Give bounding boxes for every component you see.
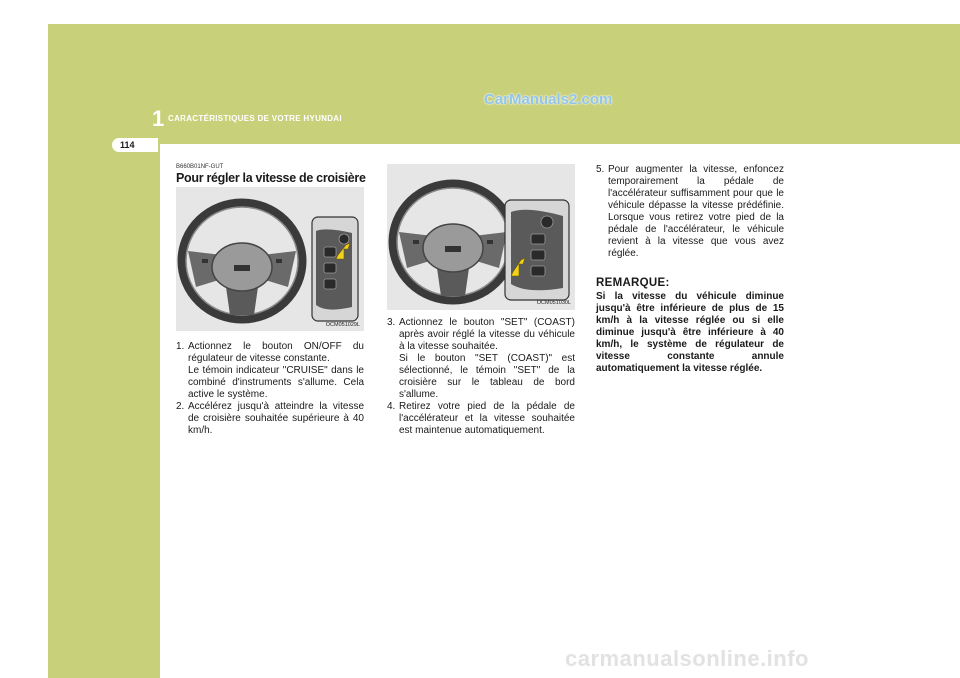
steering-wheel-illustration [176,187,364,331]
steering-wheel-illustration [387,164,575,310]
step-number: 1. [176,341,185,352]
figure-code: OCM051030L [536,300,571,306]
step-text: Le témoin indicateur "CRUISE" dans le combiné d'instruments s'allume. Cela active le système. [188,365,364,400]
step-item [387,317,575,401]
watermark-bottom-link[interactable]: carmanualsonline.info [565,646,809,671]
step-item [176,401,364,437]
step-text: Si le bouton "SET (COAST)" est sélectionné, le témoin "SET" de la croisière sur le tableau de bord s'allume. [399,353,575,400]
step-number: 4. [387,401,396,412]
left-margin-band [48,144,160,678]
step-text: Actionnez le bouton ON/OFF du régulateur de vitesse constante. [188,341,364,364]
instructions-column-3 [596,164,784,260]
section-code: B660B01NF-GUT [176,164,224,170]
chapter-number: 1 [152,106,165,131]
note-title: REMARQUE: [596,277,670,289]
step-number: 2. [176,401,185,412]
section-title: Pour régler la vitesse de croisière [176,171,366,185]
note-body: Si la vitesse du véhicule diminue jusqu'à être inférieure de plus de 15 km/h à la vitesse réglée ou si elle diminue jusqu'à être inférieure à 40 km/h, le système de régulateur de vitesse constante annule automatiquement la vitesse réglée. [596,291,784,374]
steering-wheel-figure-2 [387,164,575,310]
figure-code: OCM051029L [325,322,360,328]
instructions-column-1 [176,341,364,437]
step-item [387,401,575,437]
step-number: 5. [596,164,605,175]
chapter-title: CARACTÉRISTIQUES DE VOTRE HYUNDAI [168,114,342,123]
step-text: Pour augmenter la vitesse, enfoncez temporairement la pédale de l'accélérateur suffisamment pour que le véhicule dépasse la vitesse prédéfinie. Lorsque vous retirez votre pied de la pédale de l'accélérateur, le véhicule revient à la vitesse que vous avez réglée. [608,164,784,259]
step-number: 3. [387,317,396,328]
instructions-column-2 [387,317,575,437]
page-number: 114 [112,138,158,152]
step-text: Retirez votre pied de la pédale de l'accélérateur et la vitesse souhaitée est maintenue automatiquement. [399,401,575,436]
header-band [48,24,960,144]
step-item [596,164,784,260]
step-item [176,341,364,401]
step-text: Accélérez jusqu'à atteindre la vitesse de croisière souhaitée supérieure à 40 km/h. [188,401,364,436]
steering-wheel-figure-1 [176,187,364,331]
step-text: Actionnez le bouton "SET" (COAST) après avoir réglé la vitesse du véhicule à la vitesse souhaitée. [399,317,575,352]
watermark-top-link[interactable]: CarManuals2.com [484,91,613,108]
